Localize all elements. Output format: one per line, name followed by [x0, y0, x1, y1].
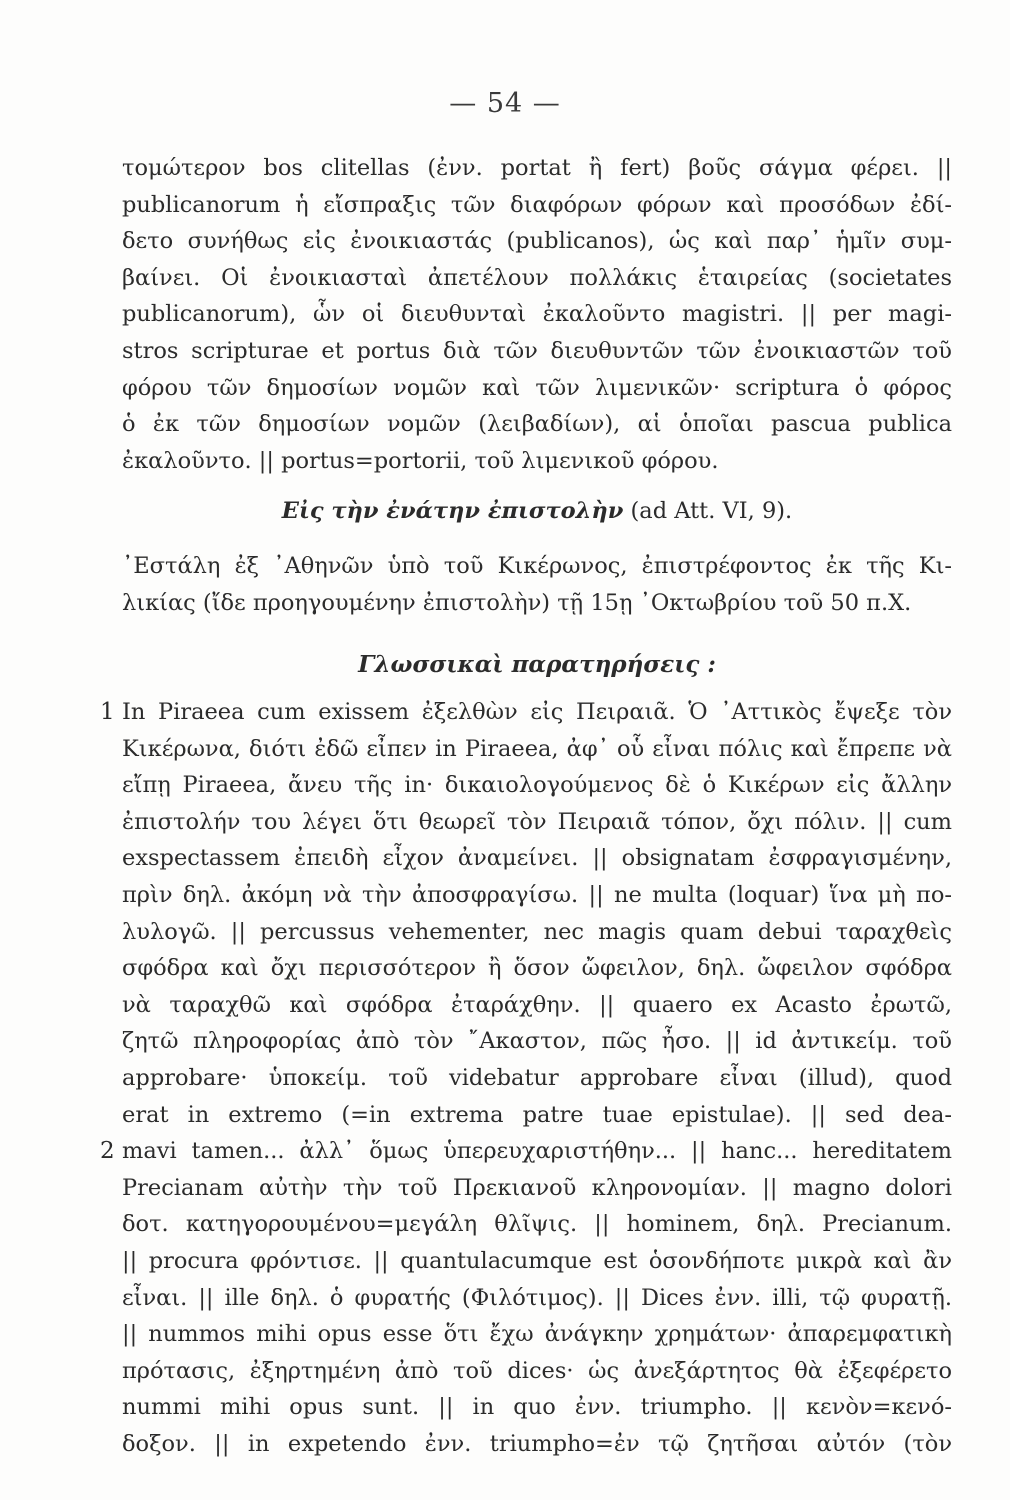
- text-line: δετο συνήθως εἰς ἐνοικιαστάς (publicanos), ὡς καὶ παρ᾿ ἡμῖν συμ-: [122, 228, 952, 255]
- section-heading-notes: Γλωσσικαὶ παρατηρήσεις :: [358, 651, 716, 678]
- notes-block: [100, 694, 952, 1462]
- note-line: || procura φρόντισε. || quantulacumque est ὁσονδήποτε μικρὰ καὶ ἂν: [122, 1247, 952, 1274]
- note-line: πρότασις, ἐξηρτημένη ἀπὸ τοῦ dices· ὡς ἀνεξάρτητος θὰ ἐξεφέρετο: [122, 1357, 952, 1384]
- note-line: erat in extremo (=in extrema patre tuae epistulae). || sed dea-: [122, 1101, 952, 1128]
- note-line: εἶναι. || ille δηλ. ὁ φυρατής (Φιλότιμος). || Dices ἐνν. illi, τῷ φυρατῇ.: [122, 1284, 952, 1311]
- page-number: — 54 —: [449, 88, 561, 119]
- text-line: ἐκαλοῦντο. || portus=portorii, τοῦ λιμενικοῦ φόρου.: [122, 447, 719, 474]
- text-line: φόρου τῶν δημοσίων νομῶν καὶ τῶν λιμενικῶν· scriptura ὁ φόρος: [122, 374, 952, 401]
- note-line: δοξον. || in expetendo ἐνν. triumpho=ἐν τῷ ζητῆσαι αὐτόν (τὸν: [122, 1430, 952, 1457]
- text-line: ὁ ἐκ τῶν δημοσίων νομῶν (λειβαδίων), αἱ ὁποῖαι pascua publica: [122, 411, 952, 438]
- note-line: approbare· ὑποκείμ. τοῦ videbatur approbare εἶναι (illud), quod: [122, 1064, 952, 1091]
- text-line: publicanorum), ὧν οἱ διευθυνταὶ ἐκαλοῦντο magistri. || per magi-: [122, 301, 952, 328]
- text-line: stros scripturae et portus διὰ τῶν διευθυντῶν τῶν ἐνοικιαστῶν τοῦ: [122, 337, 952, 364]
- note-line: ζητῶ πληροφορίας ἀπὸ τὸν ῎Ακαστον, πῶς ἦσο. || id ἀντικείμ. τοῦ: [122, 1028, 952, 1055]
- note-line: nummi mihi opus sunt. || in quo ἐνν. triumpho. || κενὸν=κενό-: [122, 1394, 952, 1421]
- margin-section-number: 2: [100, 1138, 115, 1165]
- note-line: νὰ ταραχθῶ καὶ σφόδρα ἐταράχθην. || quaero ex Acasto ἐρωτῶ,: [122, 991, 952, 1018]
- margin-section-number: 1: [100, 699, 115, 725]
- note-line: exspectassem ἐπειδὴ εἶχον ἀναμείνει. || obsignatam ἐσφραγισμένην,: [122, 845, 952, 872]
- paragraph-commentary: [122, 150, 952, 479]
- note-line: ἐπιστολήν του λέγει ὅτι θεωρεῖ τὸν Πειραιᾶ τόπον, ὄχι πόλιν. || cum: [122, 808, 952, 835]
- note-line: σφόδρα καὶ ὄχι περισσότερον ἢ ὅσον ὤφειλον, δηλ. ὤφειλον σφόδρα: [122, 955, 952, 982]
- paragraph-letter-info: [122, 548, 952, 621]
- note-line: 1 In Piraeea cum exissem ἐξελθὼν εἰς Πειραιᾶ. Ὁ ᾿Αττικὸς ἔψεξε τὸν: [122, 694, 952, 731]
- text-line: publicanorum ἡ εἴσπραξις τῶν διαφόρων φόρων καὶ προσόδων ἐδί-: [122, 191, 952, 218]
- note-line: Κικέρωνα, διότι ἐδῶ εἶπεν in Piraeea, ἀφ᾿ οὗ εἶναι πόλις καὶ ἔπρεπε νὰ: [122, 735, 952, 762]
- section-heading-letter: [122, 491, 952, 531]
- text-line: λικίας (ἴδε προηγουμένην ἐπιστολὴν) τῇ 15ῃ ᾿Οκτωβρίου τοῦ 50 π.Χ.: [122, 589, 912, 616]
- note-line: εἴπῃ Piraeea, ἄνευ τῆς in· δικαιολογούμενος δὲ ὁ Κικέρων εἰς ἄλλην: [122, 772, 952, 799]
- text-line: τομώτερον bos clitellas (ἐνν. portat ἢ fert) βοῦς σάγμα φέρει. ||: [122, 155, 952, 181]
- heading-letter-reference: (ad Att. VI, 9).: [623, 498, 793, 524]
- note-line: πρὶν δηλ. ἀκόμη νὰ τὴν ἀποσφραγίσω. || ne multa (loquar) ἵνα μὴ πο-: [122, 881, 952, 908]
- text-line: βαίνει. Οἱ ἐνοικιασταὶ ἀπετέλουν πολλάκις ἑταιρείας (societates: [122, 264, 952, 291]
- note-line: 2 mavi tamen... ἀλλ᾿ ὅμως ὑπερευχαριστήθην... || hanc... hereditatem: [122, 1133, 952, 1170]
- note-line: λυλογῶ. || percussus vehementer, nec magis quam debui ταραχθεὶς: [122, 918, 952, 945]
- text-line: ᾿Εστάλη ἐξ ᾿Αθηνῶν ὑπὸ τοῦ Κικέρωνος, ἐπιστρέφοντος ἐκ τῆς Κι-: [122, 553, 952, 579]
- heading-letter-greek: Εἰς τὴν ἐνάτην ἐπιστολὴν: [281, 498, 624, 524]
- note-line: Precianam αὐτὴν τὴν τοῦ Πρεκιανοῦ κληρονομίαν. || magno dolori: [122, 1174, 952, 1201]
- note-line: || nummos mihi opus esse ὅτι ἔχω ἀνάγκην χρημάτων· ἀπαρεμφατικὴ: [122, 1321, 952, 1348]
- note-line: δοτ. κατηγορουμένου=μεγάλη θλῖψις. || hominem, δηλ. Precianum.: [122, 1211, 952, 1238]
